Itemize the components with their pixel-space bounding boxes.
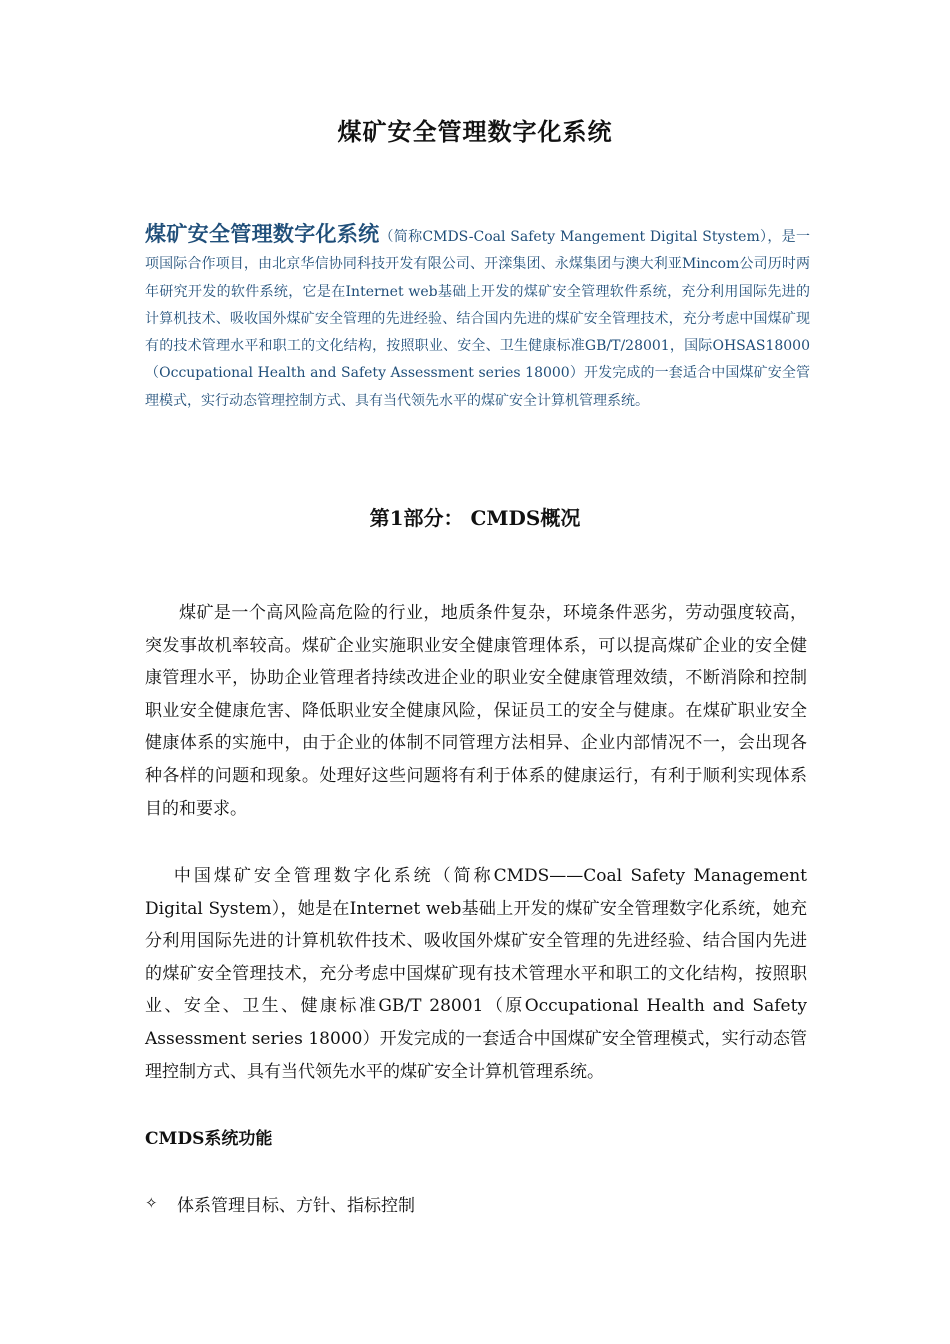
document-title: 煤矿安全管理数字化系统 (337, 117, 613, 146)
intro-lead-title: 煤矿安全管理数字化系统 (145, 221, 380, 246)
functions-heading: CMDS系统功能 (145, 1129, 273, 1149)
function-label: 体系管理目标、方针、指标控制 (177, 1195, 415, 1216)
intro-paragraph (145, 220, 810, 415)
functions-list (145, 1188, 415, 1218)
section-heading: 第1部分： CMDS概况 (369, 506, 581, 530)
body-paragraph-1: 煤矿是一个高风险高危险的行业，地质条件复杂，环境条件恶劣，劳动强度较高，突发事故机率较高。煤矿企业实施职业安全健康管理体系，可以提高煤矿企业的安全健康管理水平，协助企业管理者持续改进企业的职业安全健康管理效绩，不断消除和控制职业安全健康危害、降低职业安全健康风险，保证员工的安全与健康。在煤矿职业安全健康体系的实施中，由于企业的体制不同管理方法相异、企业内部情况不一，会出现各种各样的问题和现象。处理好这些问题将有利于体系的健康运行，有利于顺利实现体系目的和要求。 (145, 603, 807, 819)
intro-text: （简称CMDS-Coal Safety Mangement Digital Stystem），是一项国际合作项目，由北京华信协同科技开发有限公司、开滦集团、永煤集团与澳大利亚Mincom公司历时两年研究开发的软件系统，它是在Internet web基础上开发的煤矿安全管理软件系统，充分利用国际先进的计算机技术、吸收国外煤矿安全管理的先进经验、结合国内先进的煤矿安全管理技术，充分考虑中国煤矿现有的技术管理水平和职工的文化结构，按照职业、安全、卫生健康标准GB/T/28001，国际OHSAS18000（Occupational Health and Safety Assessment series 18000）开发完成的一套适合中国煤矿安全管理模式，实行动态管理控制方式、具有当代领先水平的煤矿安全计算机管理系统。 (145, 229, 810, 409)
four-point-star-icon: ✧ (145, 1194, 158, 1212)
body-paragraph-2: 中国煤矿安全管理数字化系统（简称CMDS——Coal Safety Management Digital System），她是在Internet web基础上开发的煤矿安全管理数字化系统，她充分利用国际先进的计算机软件技术、吸收国外煤矿安全管理的先进经验、结合国内先进的煤矿安全管理技术，充分考虑中国煤矿现有技术管理水平和职工的文化结构，按照职业、安全、卫生、健康标准GB/T 28001（原Occupational Health and Safety Assessment series 18000）开发完成的一套适合中国煤矿安全管理模式，实行动态管理控制方式、具有当代领先水平的煤矿安全计算机管理系统。 (145, 866, 807, 1082)
list-item (145, 1188, 415, 1218)
